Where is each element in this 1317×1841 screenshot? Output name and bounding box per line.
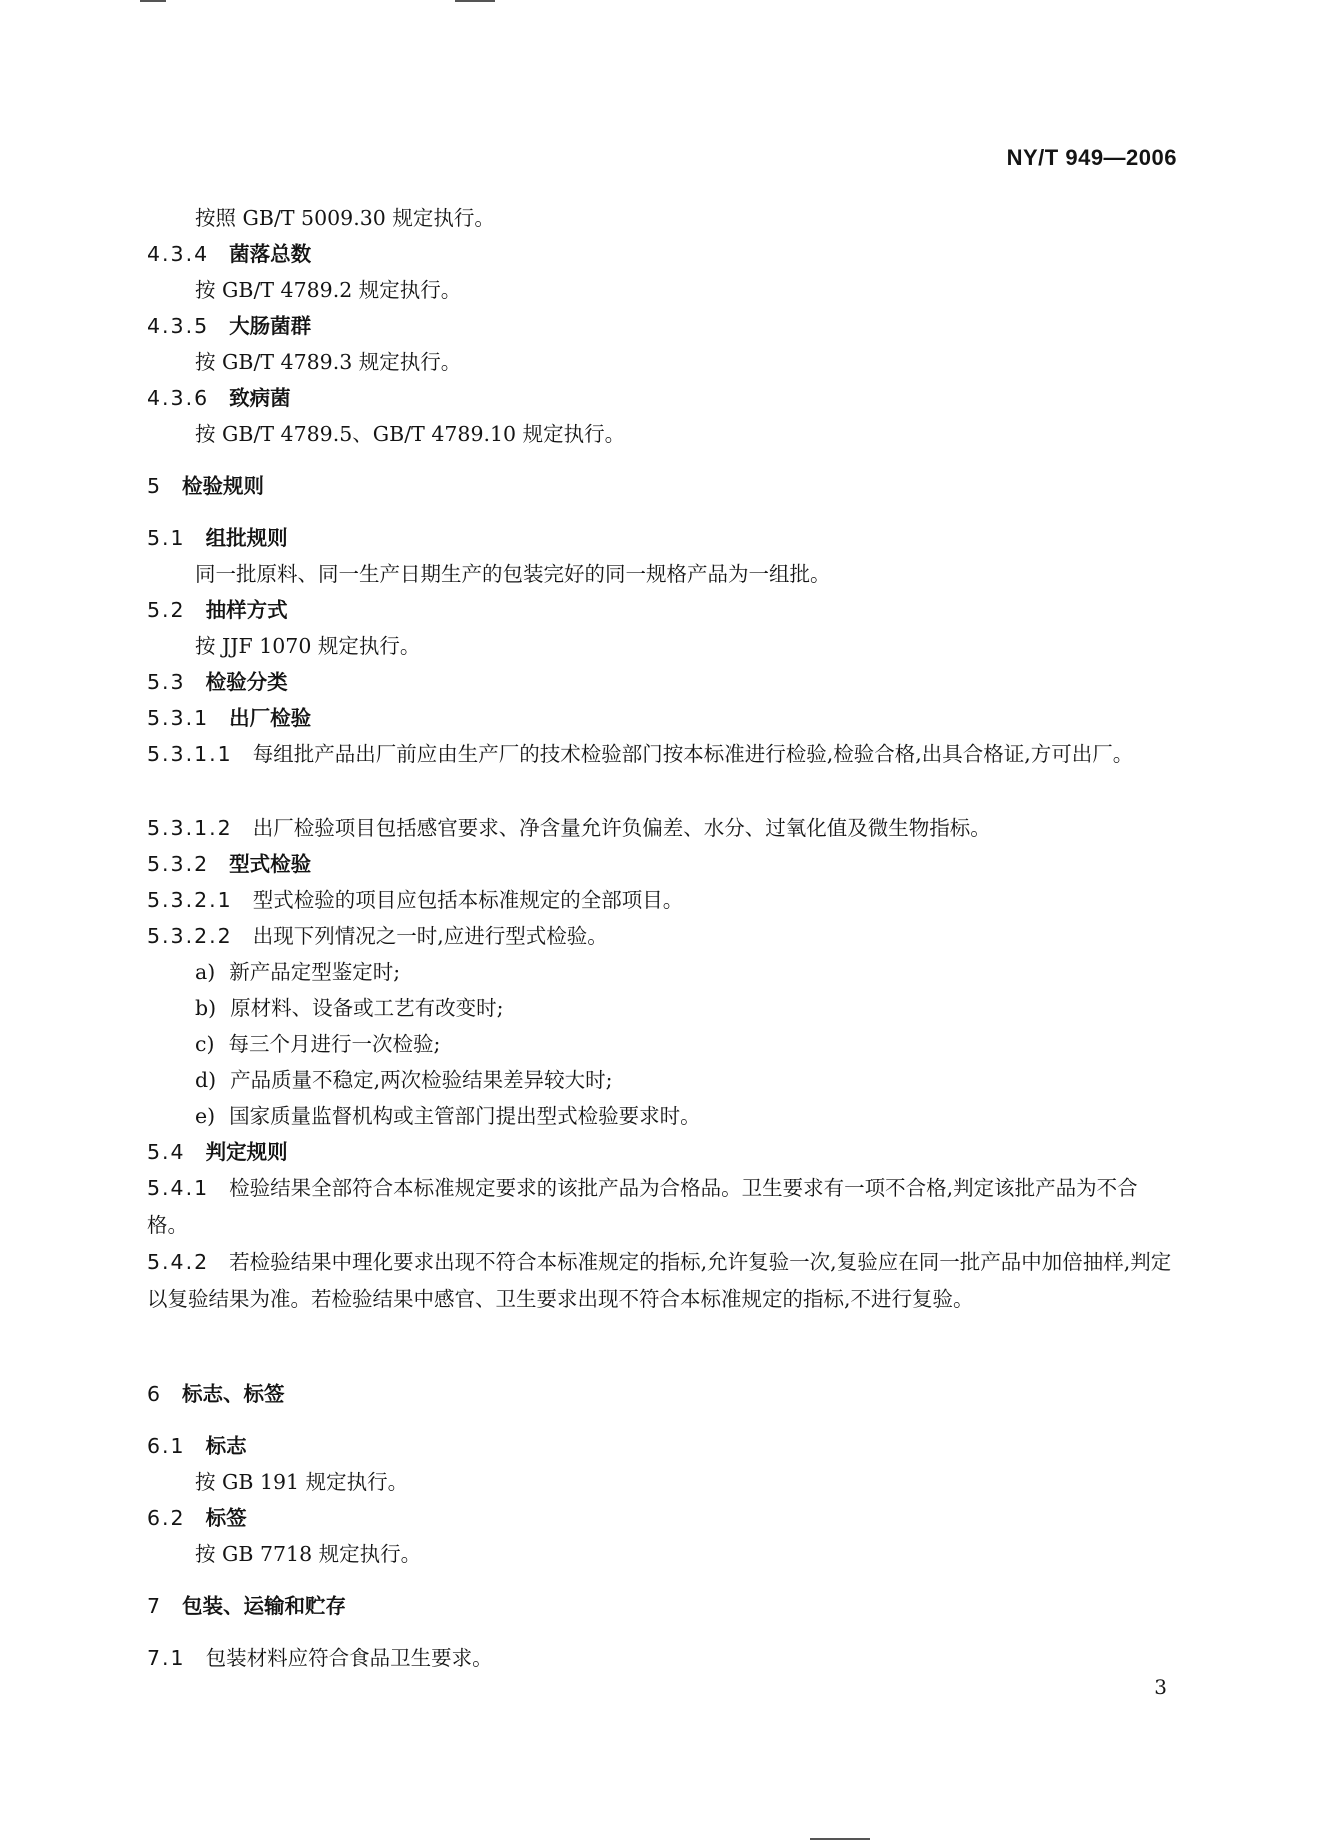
text-line: 同一批原料、同一生产日期生产的包装完好的同一规格产品为一组批。	[195, 562, 831, 586]
section-heading-5-3: 5.3 检验分类	[147, 670, 288, 694]
chapter-heading-6: 6 标志、标签	[147, 1382, 285, 1406]
scan-artifact-bottom-right	[810, 1838, 870, 1840]
text-line: 按 GB/T 4789.5、GB/T 4789.10 规定执行。	[195, 422, 626, 446]
text-line: 按 GB/T 4789.3 规定执行。	[195, 350, 462, 374]
paragraph-5-3-2-2: 5.3.2.2 出现下列情况之一时,应进行型式检验。	[147, 924, 608, 948]
list-item-c: c) 每三个月进行一次检验;	[195, 1032, 441, 1056]
document-code: NY/T 949—2006	[1006, 145, 1177, 170]
paragraph-5-4-1: 5.4.1 检验结果全部符合本标准规定要求的该批产品为合格品。卫生要求有一项不合格,判定该批产品为不合格。	[147, 1176, 1138, 1237]
section-heading-5-2: 5.2 抽样方式	[147, 598, 288, 622]
list-item-a: a) 新产品定型鉴定时;	[195, 960, 401, 984]
section-heading-4-3-5: 4.3.5 大肠菌群	[147, 314, 312, 338]
paragraph-5-3-1-2: 5.3.1.2 出厂检验项目包括感官要求、净含量允许负偏差、水分、过氧化值及微生物指标。	[147, 816, 991, 840]
paragraph-5-3-2-1: 5.3.2.1 型式检验的项目应包括本标准规定的全部项目。	[147, 888, 684, 912]
paragraph-7-1: 7.1 包装材料应符合食品卫生要求。	[147, 1646, 493, 1670]
page-number: 3	[1154, 1675, 1167, 1699]
text-line: 按照 GB/T 5009.30 规定执行。	[195, 206, 495, 230]
section-heading-5-3-1: 5.3.1 出厂检验	[147, 706, 312, 730]
text-line: 按 JJF 1070 规定执行。	[195, 634, 421, 658]
text-line: 按 GB 7718 规定执行。	[195, 1542, 422, 1566]
section-heading-4-3-4: 4.3.4 菌落总数	[147, 242, 312, 266]
text-line: 按 GB 191 规定执行。	[195, 1470, 409, 1494]
section-heading-5-1: 5.1 组批规则	[147, 526, 288, 550]
list-item-d: d) 产品质量不稳定,两次检验结果差异较大时;	[195, 1068, 613, 1092]
chapter-heading-5: 5 检验规则	[147, 474, 265, 498]
scan-artifact-top-center	[455, 0, 495, 2]
paragraph-5-4-2: 5.4.2 若检验结果中理化要求出现不符合本标准规定的指标,允许复验一次,复验应在同一批产品中加倍抽样,判定以复验结果为准。若检验结果中感官、卫生要求出现不符合本标准规定的指标,不进行复验。	[147, 1250, 1172, 1311]
section-heading-6-1: 6.1 标志	[147, 1434, 247, 1458]
chapter-heading-7: 7 包装、运输和贮存	[147, 1594, 347, 1618]
list-item-b: b) 原材料、设备或工艺有改变时;	[195, 996, 504, 1020]
section-heading-4-3-6: 4.3.6 致病菌	[147, 386, 291, 410]
section-heading-5-4: 5.4 判定规则	[147, 1140, 288, 1164]
paragraph-5-3-1-1: 5.3.1.1 每组批产品出厂前应由生产厂的技术检验部门按本标准进行检验,检验合格,出具合格证,方可出厂。	[147, 742, 1134, 766]
section-heading-5-3-2: 5.3.2 型式检验	[147, 852, 312, 876]
scan-artifact-top-left	[140, 0, 166, 2]
section-heading-6-2: 6.2 标签	[147, 1506, 247, 1530]
text-line: 按 GB/T 4789.2 规定执行。	[195, 278, 462, 302]
list-item-e: e) 国家质量监督机构或主管部门提出型式检验要求时。	[195, 1104, 701, 1128]
